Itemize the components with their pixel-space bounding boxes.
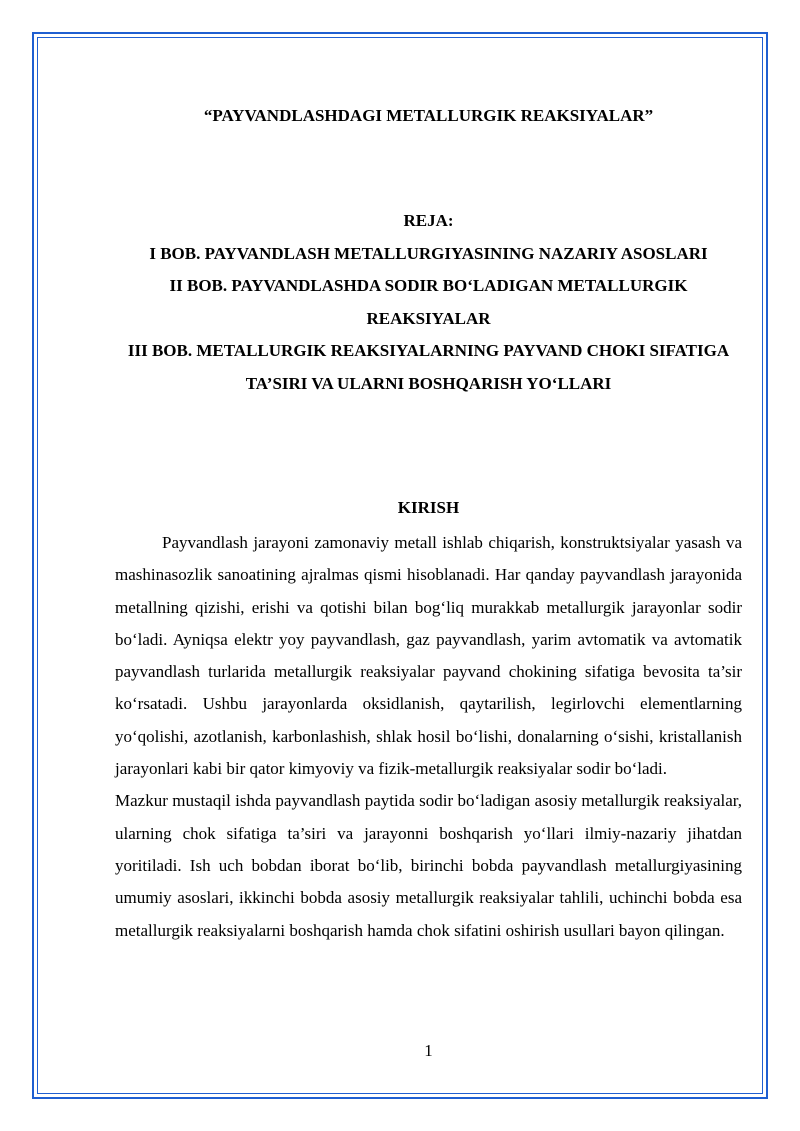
plan-item-2: II BOB. PAYVANDLASHDA SODIR BOʻLADIGAN METALLURGIK REAKSIYALAR: [169, 276, 688, 328]
plan-item-3: III BOB. METALLURGIK REAKSIYALARNING PAYVAND CHOKI SIFATIGA TA’SIRI VA ULARNI BOSHQARISH YOʻLLARI: [127, 341, 730, 393]
plan-section: [115, 205, 742, 400]
document-title: “PAYVANDLASHDAGI METALLURGIK REAKSIYALAR”: [203, 106, 654, 125]
page-number: 1: [424, 1041, 433, 1060]
intro-heading: KIRISH: [397, 498, 460, 517]
intro-paragraph-2: Mazkur mustaqil ishda payvandlash paytida sodir boʻladigan asosiy metallurgik reaksiyalar, ularning chok sifatiga ta’siri va jarayonni boshqarish yoʻllari ilmiy-nazariy jihatdan yoritiladi. Ish uch bobdan iborat boʻlib, birinchi bobda payvandlash metallurgiyasining umumiy asoslari, ikkinchi bobda asosiy metallurgik reaksiyalar tahlili, uchinchi bobda esa metallurgik reaksiyalarni boshqarish hamda chok sifatini oshirish usullari bayon qilingan.: [115, 791, 742, 940]
plan-heading: REJA:: [403, 211, 454, 230]
plan-item-1: I BOB. PAYVANDLASH METALLURGIYASINING NAZARIY ASOSLARI: [149, 243, 708, 263]
intro-body: [115, 527, 742, 947]
intro-paragraph-1: Payvandlash jarayoni zamonaviy metall ishlab chiqarish, konstruktsiyalar yasash va mashinasozlik sanoatining ajralmas qismi hisoblanadi. Har qanday payvandlash jarayonida metallning qizishi, erishi va qotishi bilan bogʻliq murakkab metallurgik jarayonlar sodir boʻladi. Ayniqsa elektr yoy payvandlash, gaz payvandlash, yarim avtomatik va avtomatik payvandlash turlarida metallurgik reaksiyalar payvand chokining sifatiga bevosita ta’sir koʻrsatadi. Ushbu jarayonlarda oksidlanish, qaytarilish, legirlovchi elementlarning yoʻqolishi, azotlanish, karbonlashish, shlak hosil boʻlishi, donalarning oʻsishi, kristallanish jarayonlari kabi bir qator kimyoviy va fizik-metallurgik reaksiyalar sodir boʻladi.: [115, 533, 742, 779]
